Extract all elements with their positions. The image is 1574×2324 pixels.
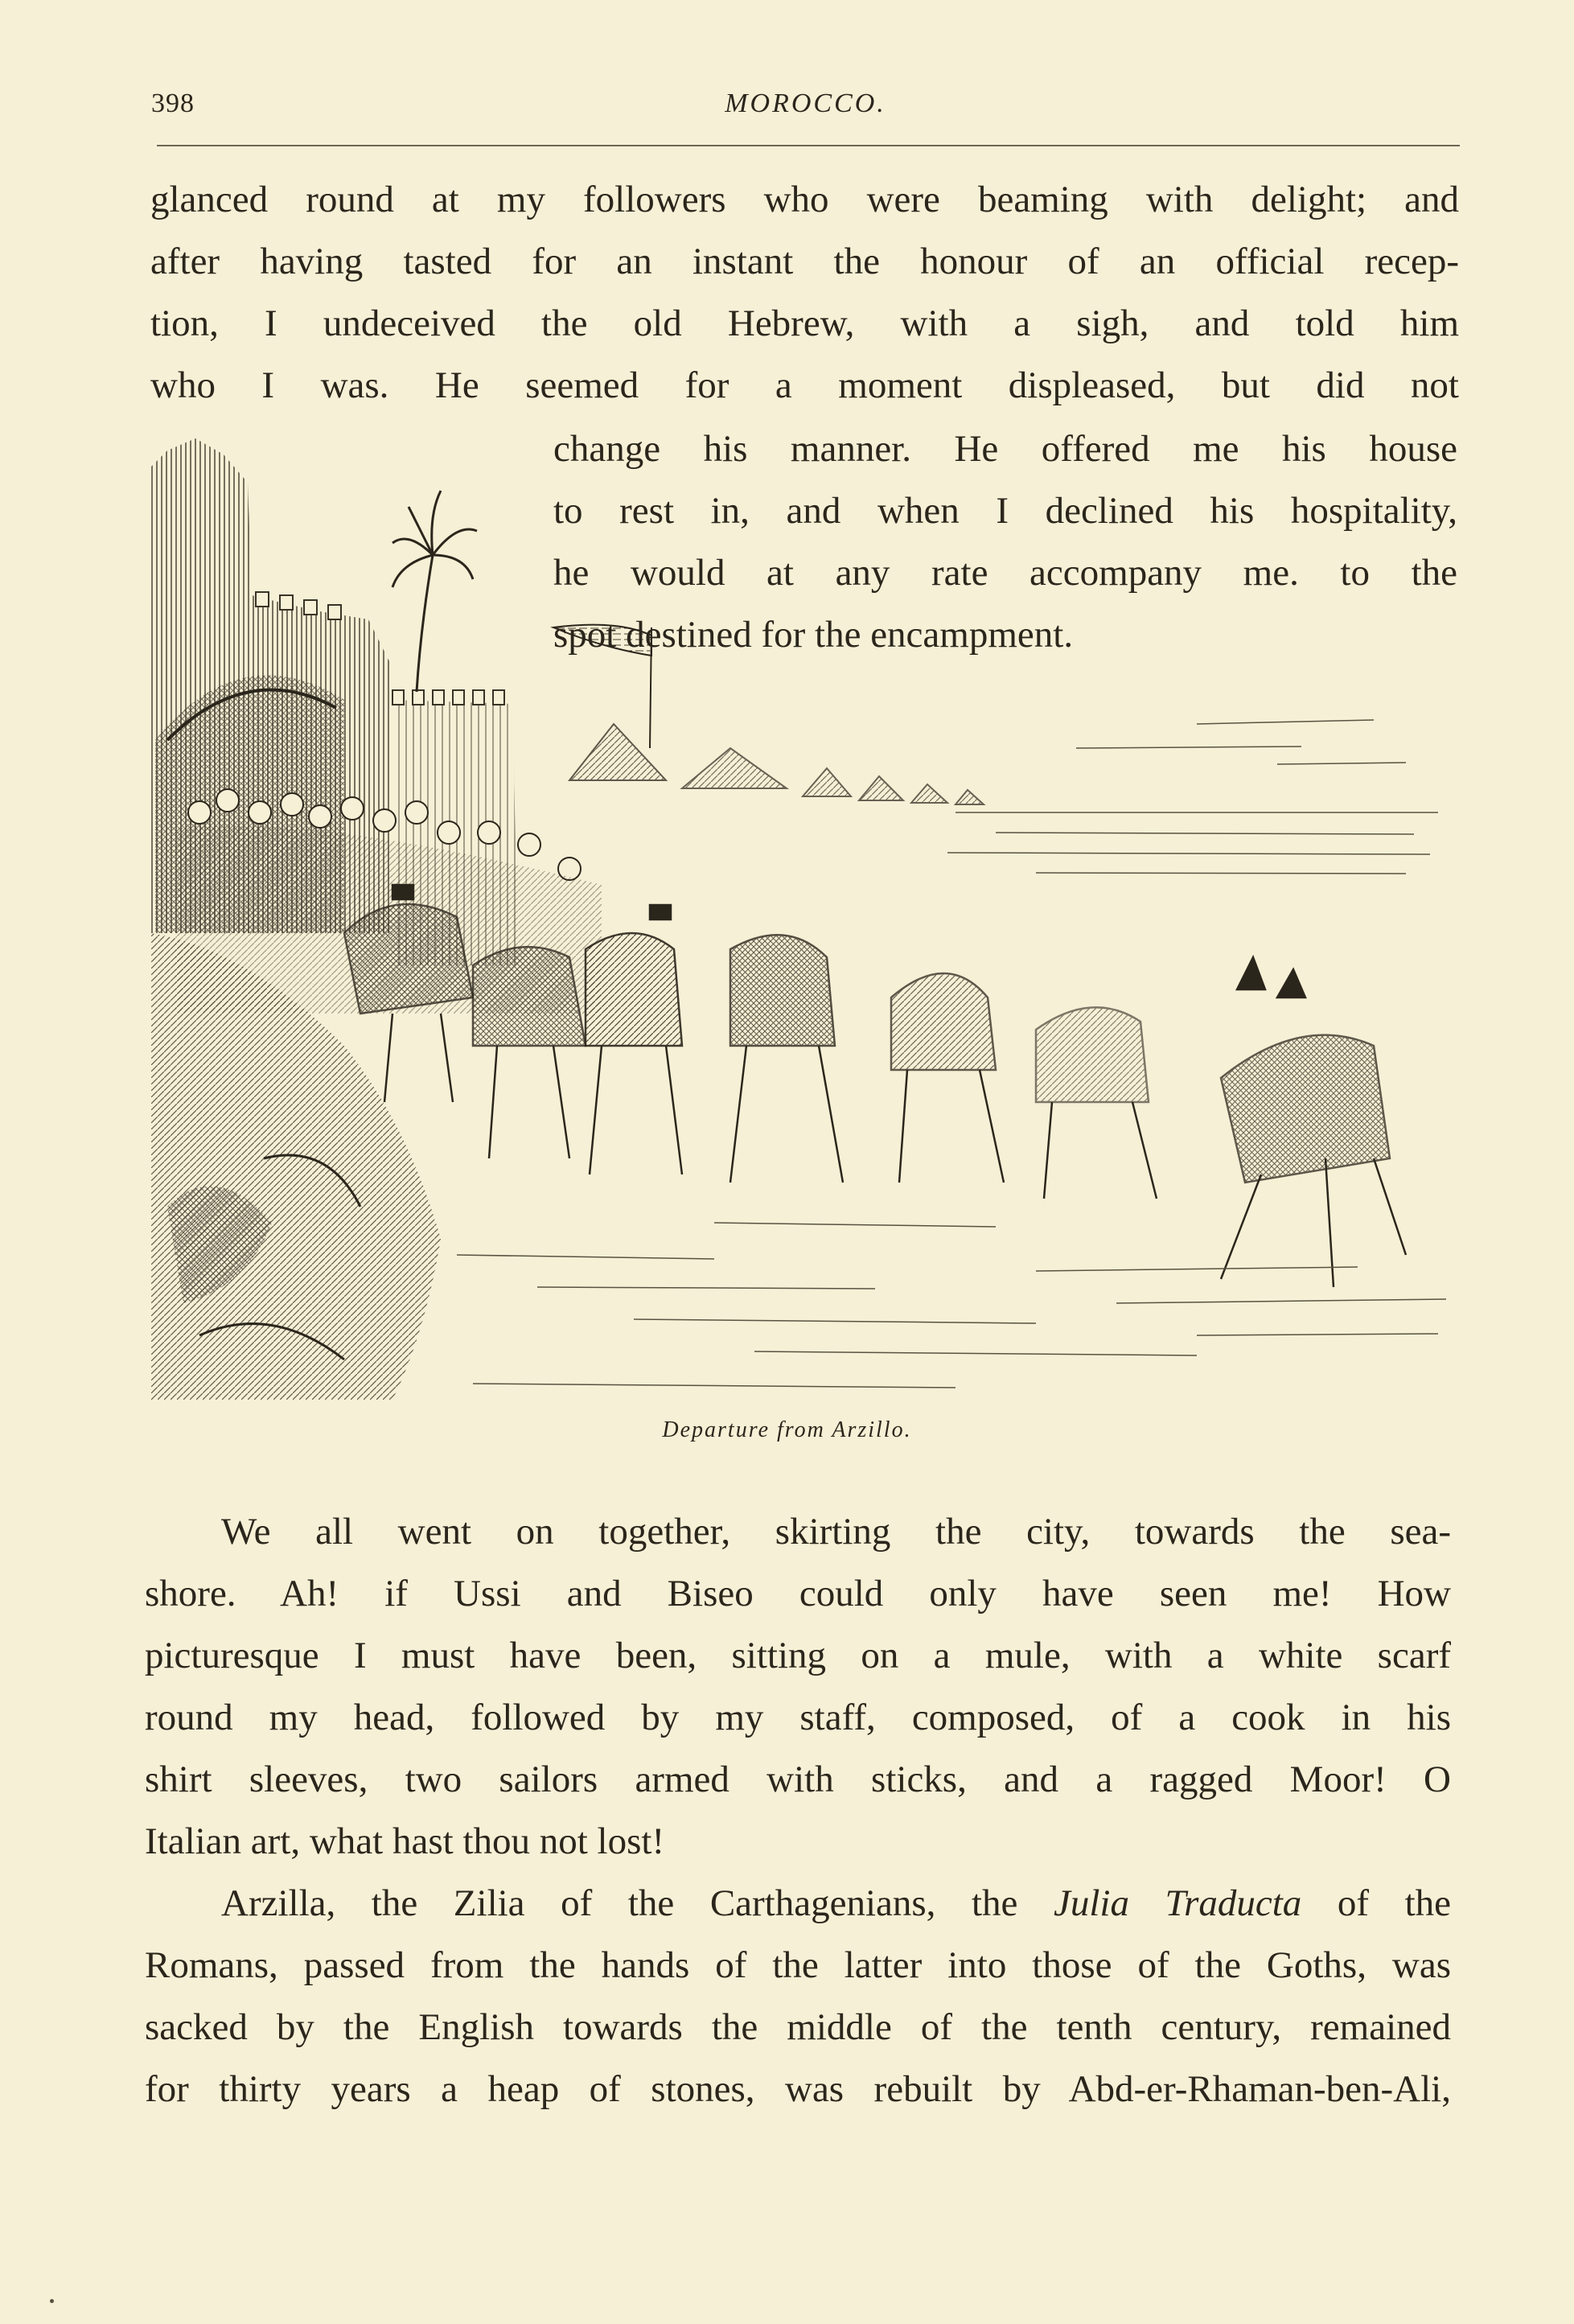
- paragraph-2: [145, 1501, 1451, 2120]
- text-line: shirt sleeves, two sailors armed with sticks, and a ragged Moor! O: [145, 1758, 1451, 1800]
- paragraph-1-full: [150, 169, 1459, 417]
- text-line: sacked by the English towards the middle of the tenth century, remained: [145, 2006, 1451, 2048]
- text-line: who I was. He seemed for a moment displeased, but did not: [150, 364, 1459, 406]
- page-header: [151, 88, 1460, 137]
- sea-horizon: [947, 720, 1438, 874]
- text-line: spot destined for the encampment.: [553, 614, 1074, 656]
- text-line-with-italic: [145, 1873, 1451, 1935]
- text-run: Arzilla, the Zilia of the Carthagenians, the: [221, 1882, 1054, 1924]
- italic-run: Julia Traducta: [1053, 1882, 1302, 1924]
- text-line: Italian art, what hast thou not lost!: [145, 1820, 665, 1862]
- text-line: to rest in, and when I declined his hospitality,: [553, 490, 1457, 532]
- ground-hatching: [457, 1223, 1446, 1388]
- text-line: Romans, passed from the hands of the latter into those of the Goths, was: [145, 1944, 1451, 1986]
- text-line: glanced round at my followers who were beaming with delight; and: [150, 179, 1459, 220]
- header-rule: [157, 145, 1460, 146]
- text-line: picturesque I must have been, sitting on a mule, with a white scarf: [145, 1635, 1451, 1676]
- running-title: MOROCCO.: [725, 88, 886, 118]
- text-line: he would at any rate accompany me. to the: [553, 552, 1457, 594]
- text-line: after having tasted for an instant the honour of an official recep-: [150, 241, 1459, 282]
- paper-speck: [50, 2299, 54, 2303]
- text-line: for thirty years a heap of stones, was rebuilt by Abd-er-Rhaman-ben-Ali,: [145, 2068, 1451, 2110]
- text-line: shore. Ah! if Ussi and Biseo could only have seen me! How: [145, 1573, 1451, 1614]
- text-line: We all went on together, skirting the city, towards the sea-: [221, 1511, 1451, 1553]
- text-run: of the: [1301, 1882, 1452, 1924]
- text-line: round my head, followed by my staff, composed, of a cook in his: [145, 1697, 1451, 1738]
- text-line: tion, I undeceived the old Hebrew, with a sigh, and told him: [150, 302, 1459, 344]
- text-line: change his manner. He offered me his house: [553, 428, 1457, 470]
- page-number: 398: [151, 88, 195, 118]
- palm-tree: [392, 491, 477, 692]
- paragraph-1-beside-image: [553, 418, 1457, 666]
- illustration-caption: Departure from Arzillo.: [662, 1417, 912, 1442]
